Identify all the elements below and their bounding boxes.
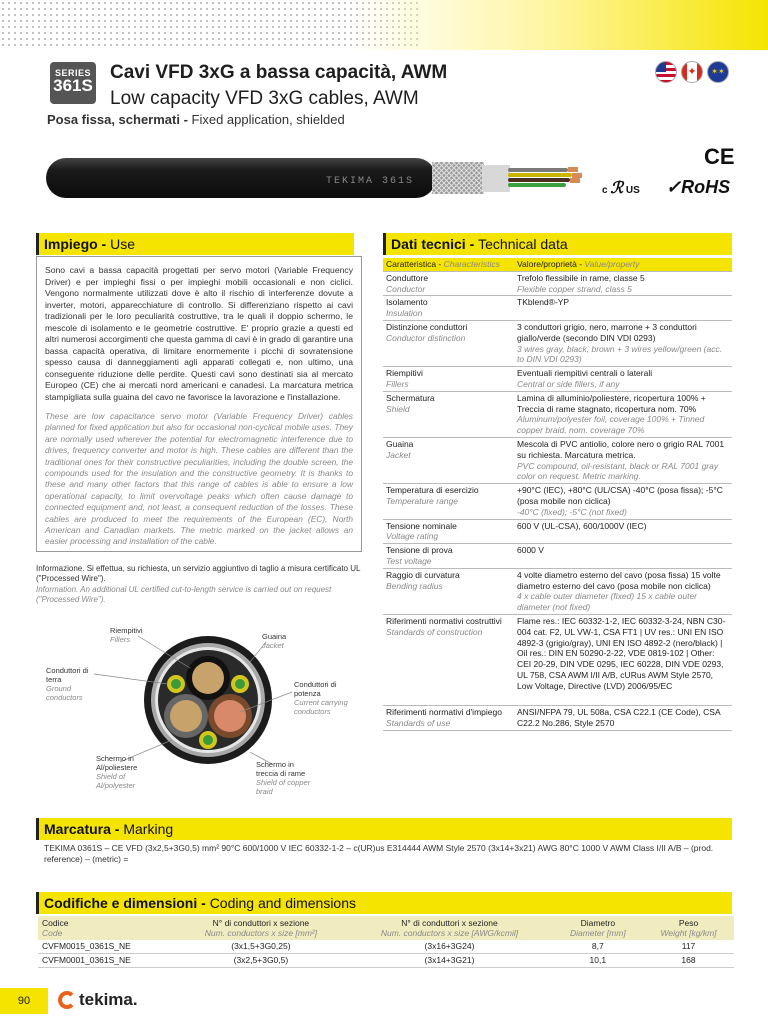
tech-value-it: Mescola di PVC antiolio, colore nero o grigio RAL 7001 su richiesta. Marcatura metrica. xyxy=(517,438,725,460)
tech-value xyxy=(514,391,732,437)
column-header-en: Diameter [mm] xyxy=(569,928,626,938)
tech-key xyxy=(383,271,514,296)
rohs-mark-icon: ✓RoHS xyxy=(666,177,731,197)
tech-key-en: Standards of construction xyxy=(386,626,483,637)
tech-value-en: 3 wires gray, black, brown + 3 wires yellow/green (acc. to DIN VDI 0293) xyxy=(517,343,723,365)
table-row xyxy=(383,271,732,296)
label-shield-al xyxy=(96,754,152,790)
label-fillers-en: Fillers xyxy=(110,635,130,644)
tech-value-it: Eventuali riempitivi centrali o laterali xyxy=(517,368,653,379)
column-header-it: N° di conduttori x sezione xyxy=(401,918,498,928)
tech-key-it: Raggio di curvatura xyxy=(386,569,460,580)
tech-key-en: Conductor distinction xyxy=(386,332,466,343)
tech-heading-en: Technical data xyxy=(478,236,568,252)
coding-dimensions-table xyxy=(38,916,734,968)
column-header-it: Codice xyxy=(42,918,69,928)
cable-jacket-print: TEKIMA 361S xyxy=(326,176,415,187)
tech-key xyxy=(383,568,514,614)
use-heading-en: Use xyxy=(110,236,136,252)
tech-header-v-en: Value/property xyxy=(584,259,640,269)
table-row xyxy=(383,519,732,544)
table-row xyxy=(383,568,732,614)
canada-flag-icon: ✦ xyxy=(681,61,703,83)
tech-key xyxy=(383,484,514,519)
tech-value-en: -40°C (fixed); -5°C (not fixed) xyxy=(517,506,627,517)
table-row xyxy=(38,954,734,968)
label-shield-al-en: Shield of Al/polyester xyxy=(96,772,136,790)
ul-us: US xyxy=(625,185,640,196)
ul-mark-icon: c ℛ US xyxy=(602,180,640,197)
column-header-it: N° di conduttori x sezione xyxy=(212,918,310,928)
size-mm-cell: (3x2,5+3G0,5) xyxy=(175,954,346,968)
info-note-en: Information. An additional UL certified cut-to-length service is carried out on request ("Processed Wire"). xyxy=(36,585,332,604)
use-text-it: Sono cavi a bassa capacità progettati per servo motori (Variable Frequency Driver) e per impieghi fissi o per impieghi mobili occasionali e non ciclici. Vengono normalmente utilizzati dove è alto il rischio di interferenze dovute a inverter, motori, apparecchiature di controllo. Si differenziano rispetto ai cavi tradizionali per le loro peculiarità costruttive, tra le quali il doppio schermo, le mescole di isolamento e le geometrie costruttive. E' proprio grazie a questi ed altri numerosi accorgimenti che questa gamma di cavi è in grado di garantire una bassa capacità operativa, di limitare enormemente i picchi di sovratensione spesso causa di danneggiamenti agli apparati collegati e, non ultimo, una conseguente riduzione delle perdite. Questi cavi sono destinati sia al mercato Europeo (CE) che ai mercati nord americani e canadesi. La marcatura metrica stampigliata sulla guaina del cavo ne favorisce la lavorazione e l'installazione. xyxy=(45,265,353,402)
tech-key xyxy=(383,519,514,544)
tech-key-it: Distinzione conduttori xyxy=(386,321,468,332)
column-header-en: Num. conductors x size [mm²] xyxy=(204,928,318,938)
column-header-en: Code xyxy=(42,928,63,938)
label-shield-cu-it: Schermo in treccia di rame xyxy=(256,760,306,778)
codes-heading-it: Codifiche e dimensioni - xyxy=(44,895,210,911)
table-row xyxy=(383,484,732,519)
tech-key-it: Temperatura di esercizio xyxy=(386,485,479,496)
label-power-conductors xyxy=(294,680,364,716)
tech-key xyxy=(383,614,514,706)
column-header xyxy=(643,916,734,940)
tech-value xyxy=(514,320,732,366)
page-title-it: Cavi VFD 3xG a bassa capacità, AWM xyxy=(110,62,448,83)
cable-cross-section-diagram xyxy=(40,622,370,800)
column-header-en: Num. conductors x size [AWG/kcmil] xyxy=(380,928,519,938)
tech-key xyxy=(383,296,514,321)
label-ground-conductors xyxy=(46,666,94,702)
tech-value-en: Flexible copper strand, class 5 xyxy=(517,283,632,294)
table-row xyxy=(383,367,732,392)
tech-header-value xyxy=(514,258,732,271)
tech-header-k-en: Characteristics xyxy=(443,259,500,269)
tech-key-it: Riferimenti normativi costruttivi xyxy=(386,615,502,626)
tech-key-it: Riferimenti normativi d'impiego xyxy=(386,707,502,718)
tech-value-en: Central or side fillers, if any xyxy=(517,378,620,389)
use-section-heading xyxy=(36,233,354,255)
size-mm-cell: (3x1,5+3G0,25) xyxy=(175,940,346,954)
tech-key-en: Bending radius xyxy=(386,580,443,591)
weight-cell: 168 xyxy=(643,954,734,968)
tech-table-header xyxy=(383,258,732,271)
series-label: SERIES xyxy=(54,68,91,78)
technical-data-table xyxy=(383,258,732,731)
tech-value-en: PVC compound, oil-resistant, black or RAL 7001 gray color on request. Metric marking. xyxy=(517,460,719,482)
table-row xyxy=(383,320,732,366)
tech-key-it: Schermatura xyxy=(386,392,435,403)
ce-mark-icon: CE xyxy=(704,144,735,169)
tech-key xyxy=(383,391,514,437)
tech-value xyxy=(514,614,732,706)
tech-value-it: Lamina di alluminio/poliestere, ricopertura 100% + Treccia di rame stagnato, ricopertura nom. 70% xyxy=(517,392,706,414)
marking-text: TEKIMA 0361S – CE VFD (3x2,5+3G0,5) mm² 90°C 600/1000 V IEC 60332-1-2 – c(UR)us E314444 AWM Style 2570 (3x14+3x21) AWG 80°C 1000 V AWM Class I/II A/B – (prod. reference) – (metric) = xyxy=(44,843,714,864)
column-header xyxy=(346,916,552,940)
market-flags xyxy=(655,61,729,83)
header-yellow-band xyxy=(348,0,768,50)
tech-header-v-it: Valore/proprietà - xyxy=(517,259,585,269)
tech-key xyxy=(383,320,514,366)
size-awg-cell: (3x14+3G21) xyxy=(346,954,552,968)
table-row xyxy=(383,296,732,321)
series-badge xyxy=(50,62,96,104)
eu-flag-icon: ✶✶ xyxy=(707,61,729,83)
series-number: 361S xyxy=(53,76,93,95)
page-title-en: Low capacity VFD 3xG cables, AWM xyxy=(110,88,419,109)
marking-heading-en: Marking xyxy=(123,821,174,837)
tech-value-it: 3 conduttori grigio, nero, marrone + 3 conduttori giallo/verde (secondo DIN VDI 0293) xyxy=(517,321,697,343)
subtitle-en: Fixed application, shielded xyxy=(187,112,345,127)
column-header xyxy=(38,916,175,940)
tech-key-en: Test voltage xyxy=(386,555,432,566)
diameter-cell: 8,7 xyxy=(553,940,643,954)
label-jacket xyxy=(262,632,286,650)
label-power-en: Current carrying conductors xyxy=(294,698,348,716)
tech-value-it: +90°C (IEC), +80°C (UL/CSA) -40°C (posa fissa); -5°C (posa mobile non ciclica) xyxy=(517,485,723,506)
tech-key-en: Voltage rating xyxy=(386,531,439,542)
tech-heading-it: Dati tecnici - xyxy=(391,236,479,252)
label-shield-al-it: Schermo in Al/poliestere xyxy=(96,754,138,772)
use-description-box xyxy=(36,256,362,552)
ul-c: c xyxy=(602,185,608,196)
marking-section-heading xyxy=(36,818,732,840)
tech-key-en: Standards of use xyxy=(386,718,451,729)
tech-value xyxy=(514,437,732,483)
info-note-it: Informazione. Si effettua, su richiesta, un servizio aggiuntivo di taglio a misura certificato UL ("Processed Wire"). xyxy=(36,564,361,583)
tech-value xyxy=(514,367,732,392)
tech-key-it: Riempitivi xyxy=(386,368,423,379)
brand-name: tekima. xyxy=(79,990,138,1009)
table-row xyxy=(383,391,732,437)
cable-foil-shield xyxy=(482,165,510,192)
tech-key-it: Isolamento xyxy=(386,297,428,308)
label-jacket-it: Guaina xyxy=(262,632,287,641)
tech-value-it: 4 volte diametro esterno del cavo (posa fissa) 15 volte diametro esterno del cavo (posa mobile non ciclica) xyxy=(517,569,721,591)
table-row xyxy=(383,706,732,731)
subtitle-it: Posa fissa, schermati - xyxy=(47,112,188,127)
rohs-label: RoHS xyxy=(681,177,731,197)
marking-heading-it: Marcatura - xyxy=(44,821,124,837)
tech-key xyxy=(383,544,514,569)
tech-value xyxy=(514,706,732,731)
column-header xyxy=(553,916,643,940)
tech-value-en: 4 x cable outer diameter (fixed) 15 x cable outer diameter (not fixed) xyxy=(517,591,698,613)
tech-value xyxy=(514,544,732,569)
tech-key-en: Jacket xyxy=(386,449,411,460)
label-jacket-en: Jacket xyxy=(262,641,284,650)
tech-value-it: TKblend®-YP xyxy=(517,297,570,308)
use-heading-it: Impiego - xyxy=(44,236,111,252)
column-header xyxy=(175,916,346,940)
use-text-en: These are low capacitance servo motor (Variable Frequency Driver) cables planned for fixed application but also for occasional non-cyclical mobile uses. They are normally used wherever the potential for electromagnetic interference due to drives, frequency converter and motor is high. These cables are different than the traditional ones for their constructive peculiarities, including the double screen, the compounds used for the insulation and the constructive geometry. It is thanks to these and many other factors that this range of cables is able to ensure a low operational capacity, to limit overvoltage peaks which often cause damage to connected equipment and, not least, a consequent reduction of the losses. These cables are produced to meet the requirements of the European (EC), North American and Canadian markets. The metric marked on the jacket allows an easier processing and installation of the cable. xyxy=(45,411,353,547)
tech-header-characteristic xyxy=(383,258,514,271)
column-header-it: Peso xyxy=(678,918,699,928)
label-ground-en: Ground conductors xyxy=(46,684,83,702)
tech-key xyxy=(383,437,514,483)
tech-value-it: Trefolo flessibile in rame, classe 5 xyxy=(517,272,645,283)
tech-value-it: 600 V (UL-CSA), 600/1000V (IEC) xyxy=(517,520,647,531)
tech-value-it: Flame res.: IEC 60332-1-2, IEC 60332-3-24, NBN C30-004 cat. F2, UL VW-1, CSA FT1 | UV res.: UNI EN ISO 4892-3 (grigio/gray), UNI EN ISO 4892-2 (nero/black) | Oil res.: DIN EN 50290-2-22, VDE 0819-102 | Other: CEI 20-29, DIN VDE 0295, IEC 60228, DIN VDE 0293, UL 758, CSA AWM I/II A/B, cURus AWM Style 2570, Low Voltage, Directive (LVD) 2006/95/EC xyxy=(517,615,726,691)
tech-value xyxy=(514,519,732,544)
weight-cell: 117 xyxy=(643,940,734,954)
table-row xyxy=(383,614,732,706)
label-fillers-it: Riempitivi xyxy=(110,626,143,635)
tech-value xyxy=(514,296,732,321)
tech-value-it: 6000 V xyxy=(517,545,544,556)
tech-value-it: ANSI/NFPA 79, UL 508a, CSA C22.1 (CE Code), CSA C22.2 No.286, Style 2570 xyxy=(517,707,721,729)
page-number: 90 xyxy=(0,988,48,1014)
tech-key-it: Guaina xyxy=(386,438,414,449)
codes-section-heading xyxy=(36,892,732,914)
size-awg-cell: (3x16+3G24) xyxy=(346,940,552,954)
tech-key-it: Tensione di prova xyxy=(386,545,453,556)
code-cell: CVFM0001_0361S_NE xyxy=(38,954,175,968)
tech-key-en: Fillers xyxy=(386,378,409,389)
label-ground-it: Conduttori di terra xyxy=(46,666,89,684)
diameter-cell: 10,1 xyxy=(553,954,643,968)
tekima-logo-icon xyxy=(58,991,76,1009)
tech-value xyxy=(514,484,732,519)
tech-key-it: Conduttore xyxy=(386,272,429,283)
page-subtitle xyxy=(47,112,345,127)
tech-key-en: Conductor xyxy=(386,283,426,294)
tech-value-en: Aluminum/polyester foil, coverage 100% + Tinned copper braid, nom. coverage 70% xyxy=(517,414,705,436)
table-row xyxy=(383,437,732,483)
column-header-en: Weight [kg/km] xyxy=(660,928,717,938)
label-power-it: Conduttori di potenza xyxy=(294,680,337,698)
tech-key-en: Temperature range xyxy=(386,495,458,506)
cable-braid-shield xyxy=(432,162,484,194)
label-shield-cu-en: Shield of copper braid xyxy=(256,778,311,796)
tech-key xyxy=(383,706,514,731)
codes-heading-en: Coding and dimensions xyxy=(209,895,357,911)
table-row xyxy=(38,940,734,954)
table-row xyxy=(383,544,732,569)
label-fillers xyxy=(110,626,143,644)
tech-key-en: Shield xyxy=(386,403,410,414)
tech-key-it: Tensione nominale xyxy=(386,520,457,531)
certification-logos xyxy=(600,140,740,210)
column-header-it: Diametro xyxy=(580,918,616,928)
code-cell: CVFM0015_0361S_NE xyxy=(38,940,175,954)
codes-table-header xyxy=(38,916,734,940)
tech-value xyxy=(514,271,732,296)
tech-key-en: Insulation xyxy=(386,308,423,319)
cable-image xyxy=(44,148,604,210)
us-flag-icon xyxy=(655,61,677,83)
tech-header-k-it: Caratteristica - xyxy=(386,259,444,269)
tech-value xyxy=(514,568,732,614)
label-shield-cu xyxy=(256,760,318,796)
tech-key xyxy=(383,367,514,392)
tekima-logo xyxy=(58,990,138,1010)
tech-section-heading xyxy=(383,233,732,255)
